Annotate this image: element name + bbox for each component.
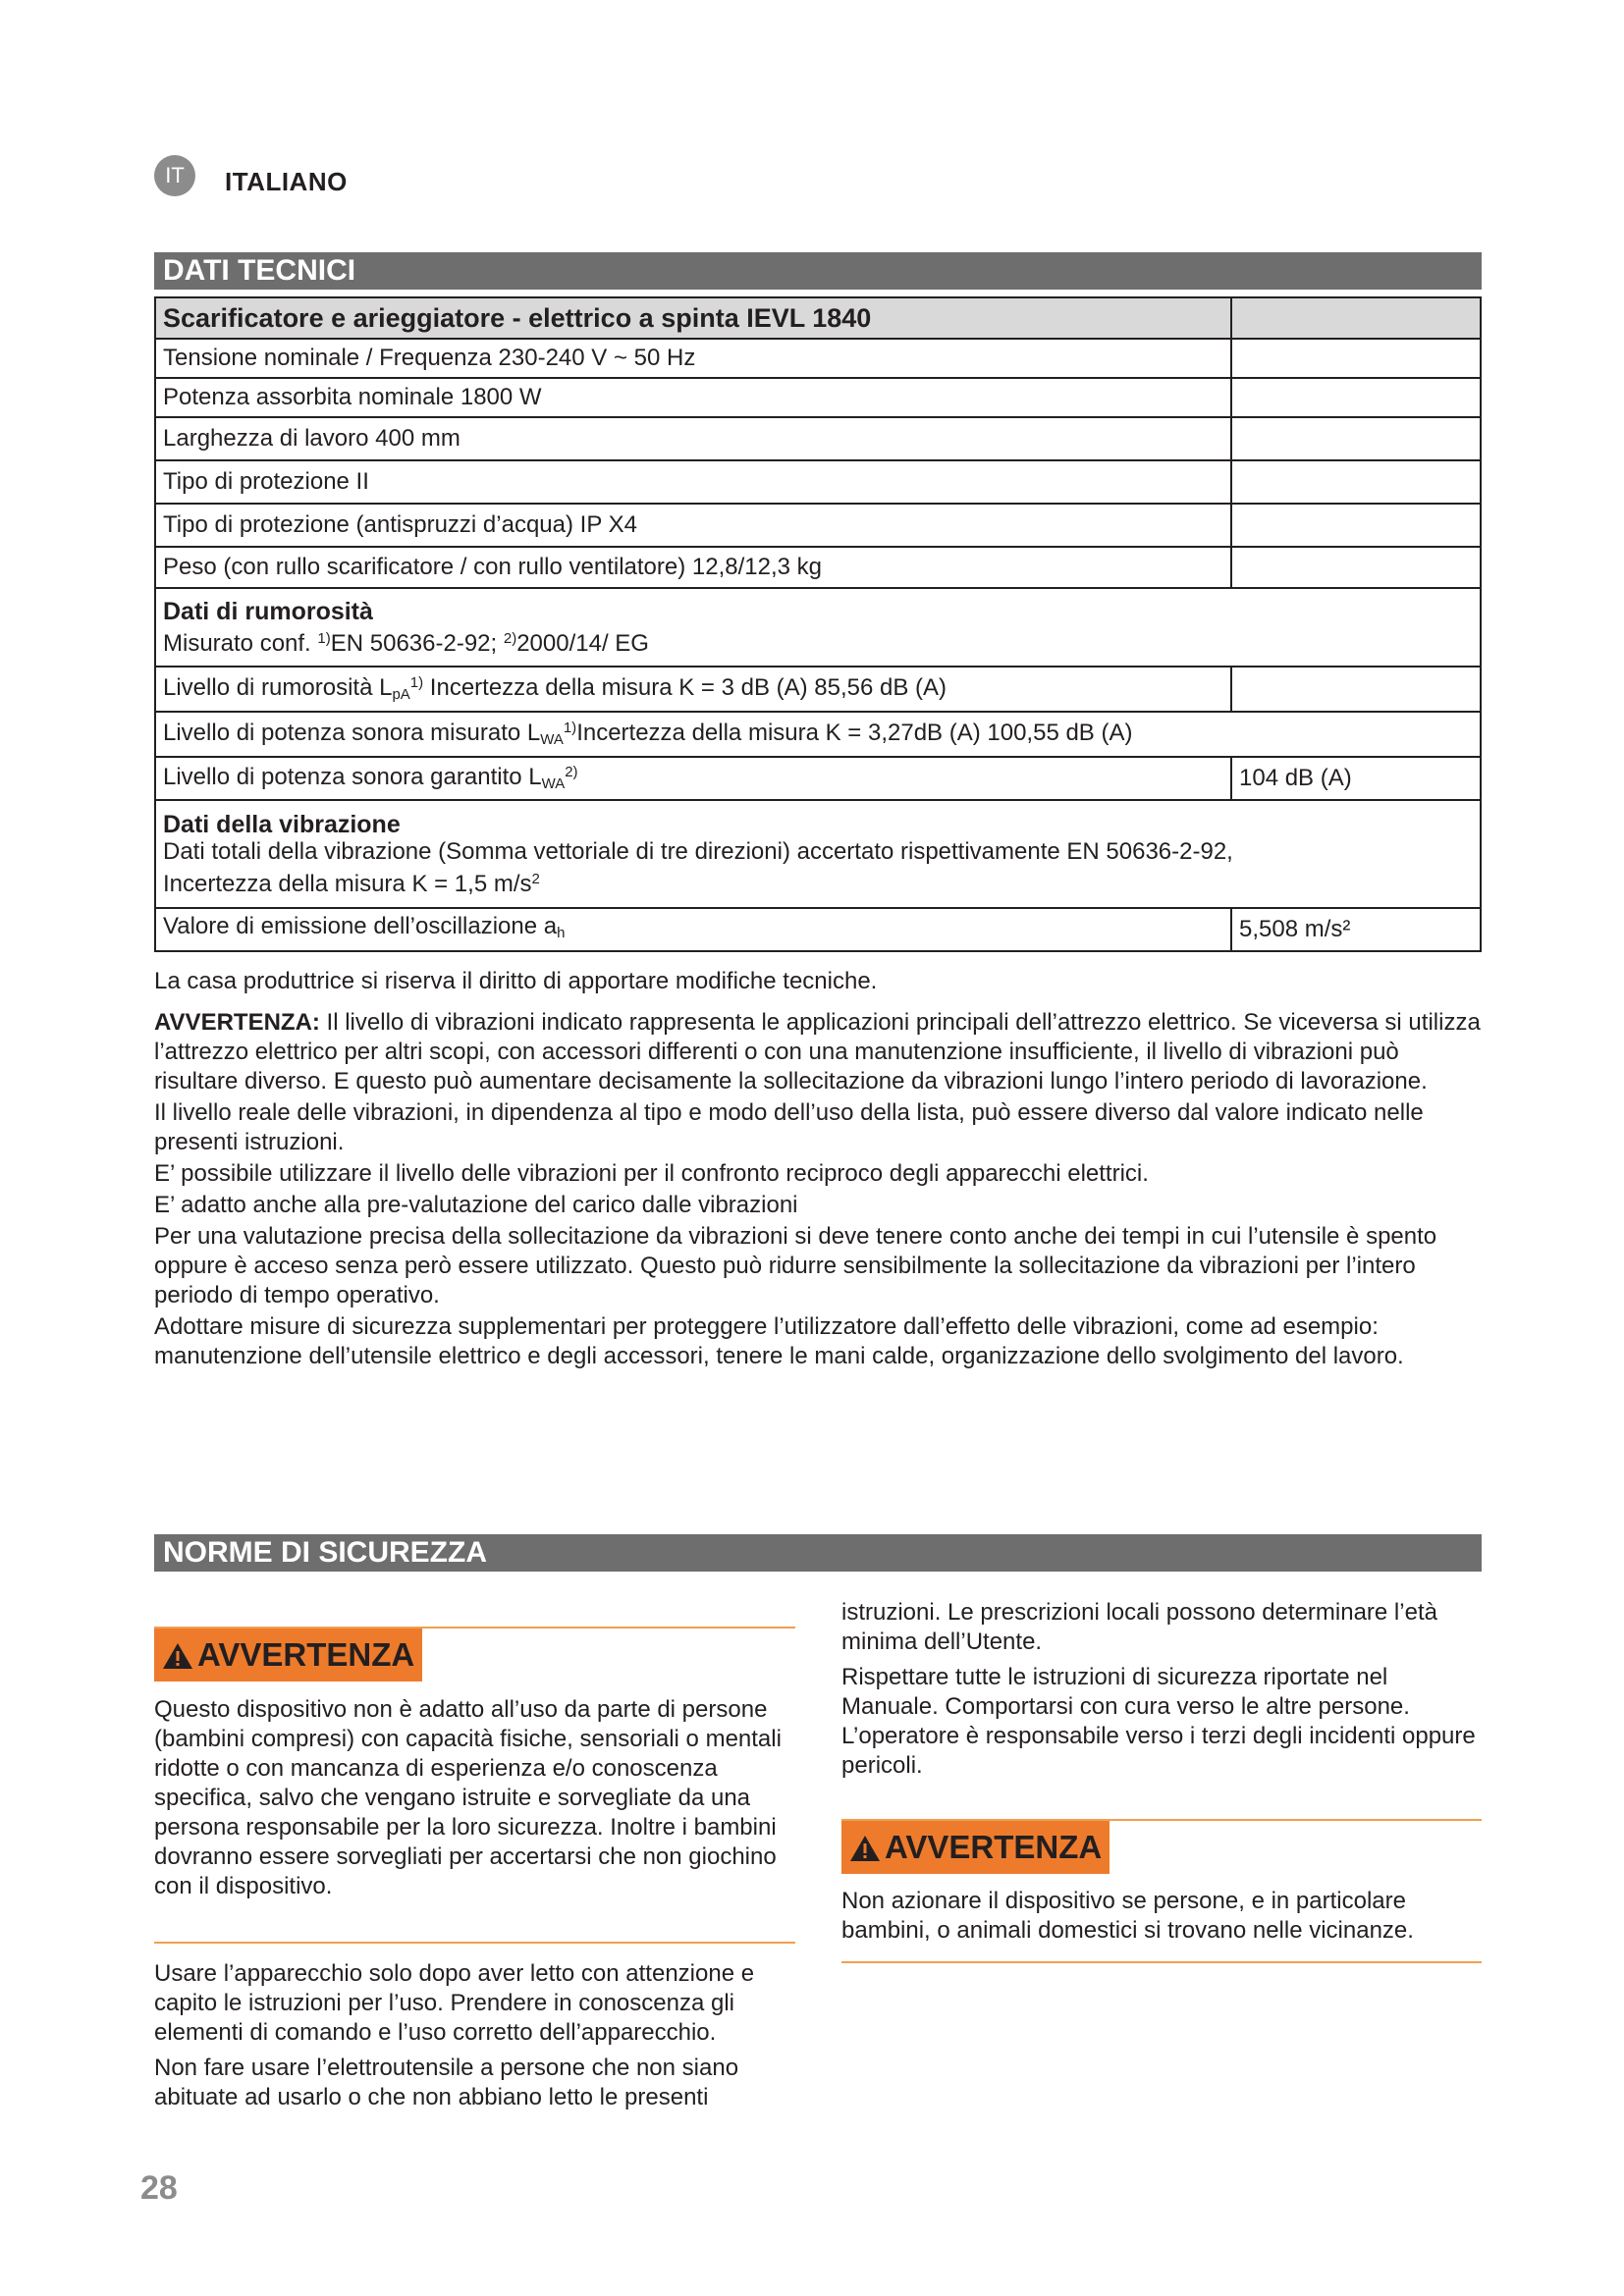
warning-box-2: AVVERTENZA [841, 1821, 1110, 1874]
warning-1-text: Questo dispositivo non è adatto all’uso da parte di persone (bambini compresi) con capacità fisiche, sensoriali o mentali ridotte o con mancanza di esperienza e/o conoscenza specifica, salvo che vengano istruite e sorvegliate da una persona responsabile per la loro sicurezza. Inoltre i bambini dovranno essere sorvegliati per accertarsi che non giochino con il dispositivo. [154, 1696, 782, 1899]
language-badge: IT [154, 155, 195, 196]
body-paragraph: Rispettare tutte le istruzioni di sicurezza riportate nel Manuale. Comportarsi con cura verso le altre persone. L’operatore è responsabile verso i terzi degli incidenti oppure pericoli. [841, 1664, 1476, 1779]
table-row [155, 339, 1481, 378]
sound-power-measured-cell: Livello di potenza sonora misurato $L_{WA}^{1)}Incertezza$ della misura K = 3,27dB (A) 100,55 dB (A) [155, 712, 1481, 757]
technical-data-table [154, 296, 1482, 952]
vibration-line: Dati totali della vibrazione (Somma vettoriale di tre direzioni) accertato rispettivamente EN 50636-2-92, [163, 837, 1233, 865]
table-row [155, 547, 1481, 588]
table-row [155, 417, 1481, 460]
table-row [155, 667, 1481, 712]
noise-header-cell [155, 588, 1481, 667]
body-paragraph: Non fare usare l’elettroutensile a persone che non siano abituate ad usarlo o che non abbiano letto le presenti [154, 2055, 739, 2110]
divider [841, 1961, 1482, 1963]
spec-cell: Peso (con rullo scarificatore / con rullo ventilatore) 12,8/12,3 kg [155, 547, 1231, 588]
page-number: 28 [140, 2169, 178, 2207]
section-title-dati-tecnici: DATI TECNICI [154, 252, 1482, 290]
vibration-heading: Dati della vibrazione [163, 810, 401, 838]
vibration-header-cell [155, 800, 1481, 908]
divider [154, 1942, 795, 1944]
table-row [155, 504, 1481, 547]
noise-header-row [155, 588, 1481, 667]
right-column-body [841, 1598, 1485, 1787]
spec-cell: Larghezza di lavoro 400 mm [155, 417, 1231, 460]
noise-level-cell: Livello di rumorosità $L_{pA}^{1)}$ Incertezza della misura K = 3 dB (A) 85,56 dB (A) [155, 667, 1231, 712]
note-paragraph: E’ adatto anche alla pre-valutazione del carico dalle vibrazioni [154, 1192, 798, 1218]
vibration-warning: AVVERTENZA: Il livello di vibrazioni indicato rappresenta le applicazioni principali dell’attrezzo elettrico. Se viceversa si utilizza l’attrezzo elettrico per altri scopi, con accessori differenti o con una manutenzione insufficiente, il livello di vibrazioni può risultare diverso. E questo può aumentare decisamente la sollecitazione da vibrazioni lungo l’intero periodo di lavorazione. [154, 1009, 1481, 1095]
spec-cell: Tensione nominale / Frequenza 230-240 V ~ 50 Hz [155, 339, 1231, 378]
spec-cell: Tipo di protezione II [155, 460, 1231, 504]
note-paragraph: Adottare misure di sicurezza supplementari per proteggere l’utilizzatore dall’effetto delle vibrazioni, come ad esempio: manutenzione dell’utensile elettrico e degli accessori, tenere le mani calde, organizzazione dello svolgimento del lavoro. [154, 1313, 1404, 1369]
warning-icon [162, 1642, 193, 1670]
note-paragraph: Il livello reale delle vibrazioni, in dipendenza al tipo e modo dell’uso della lista, può essere diverso dal valore indicato nelle presenti istruzioni. [154, 1099, 1424, 1155]
table-row [155, 378, 1481, 417]
body-paragraph: Usare l’apparecchio solo dopo aver letto con attenzione e capito le istruzioni per l’uso. Prendere in conoscenza gli elementi di comando e l’uso corretto dell’apparecchio. [154, 1960, 755, 2046]
body-paragraph: istruzioni. Le prescrizioni locali possono determinare l’età minima dell’Utente. [841, 1599, 1437, 1655]
spec-cell: Tipo di protezione (antispruzzi d’acqua) IP X4 [155, 504, 1231, 547]
table-row [155, 460, 1481, 504]
emission-cell: Valore di emissione dell’oscillazione $a_h$ [155, 908, 1231, 951]
warning-icon [849, 1835, 881, 1862]
left-column-body [154, 1959, 792, 2118]
sound-power-guaranteed-cell: Livello di potenza sonora garantito $L_{WA}^{2)}$ [155, 757, 1231, 800]
noise-heading: Dati di rumorosità [163, 597, 373, 625]
section-title-norme: NORME DI SICUREZZA [154, 1534, 1482, 1572]
manufacturer-note: La casa produttrice si riserva il diritto di apportare modifiche tecniche. [154, 968, 878, 994]
warning-2-text: Non azionare il dispositivo se persone, e in particolare bambini, o animali domestici si trovano nelle vicinanze. [841, 1888, 1414, 1944]
warning-box-1: AVVERTENZA [154, 1629, 422, 1682]
notes-block [154, 967, 1482, 1373]
table-cell-value [1231, 297, 1481, 339]
emission-value: 5,508 m/s² [1231, 908, 1481, 951]
note-paragraph: Per una valutazione precisa della sollecitazione da vibrazioni si deve tenere conto anche dei tempi in cui l’utensile è spento oppure è acceso senza però essere utilizzato. Questo può ridurre sensibilmente la sollecitazione da vibrazioni per l’intero periodo di tempo operativo. [154, 1223, 1437, 1308]
language-label: ITALIANO [225, 167, 348, 196]
vibration-header-row [155, 800, 1481, 908]
vibration-uncertainty-line: Incertezza della misura K = 1,5 $m/s^2$ [163, 870, 540, 897]
table-row [155, 712, 1481, 757]
table-row [155, 908, 1481, 951]
noise-measured-line: Misurato conf. $^{1)}$EN 50636-2-92; $^{2)}$2000/14/ EG [163, 629, 649, 657]
sound-power-guaranteed-value: 104 dB (A) [1231, 757, 1481, 800]
table-title: Scarificatore e arieggiatore - elettrico a spinta IEVL 1840 [155, 297, 1231, 339]
spec-cell: Potenza assorbita nominale 1800 W [155, 378, 1231, 417]
table-title-row [155, 297, 1481, 339]
table-row [155, 757, 1481, 800]
note-paragraph: E’ possibile utilizzare il livello delle vibrazioni per il confronto reciproco degli apparecchi elettrici. [154, 1160, 1149, 1187]
